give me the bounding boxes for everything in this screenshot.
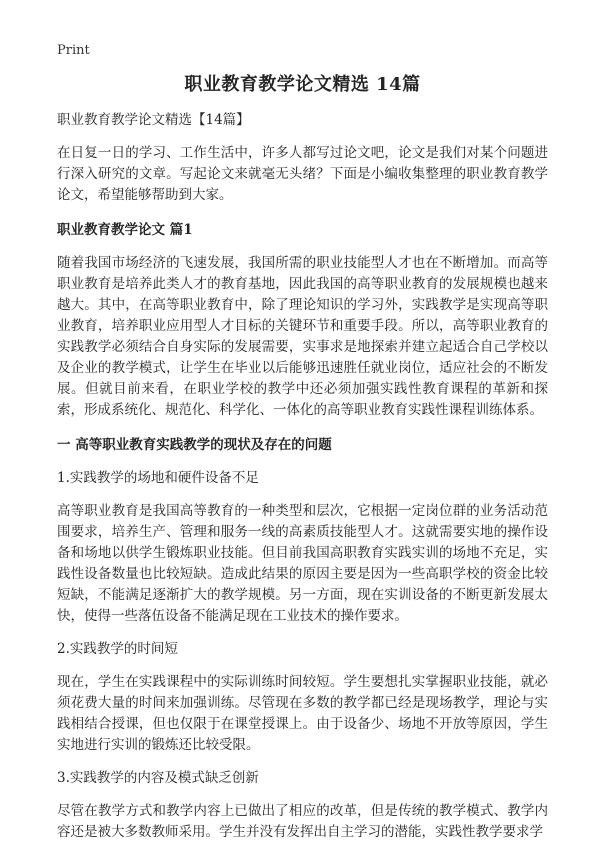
print-link[interactable]: Print [57, 43, 90, 58]
point-title: 3.实践教学的内容及模式缺乏创新 [57, 770, 259, 786]
point-title: 1.实践教学的场地和硬件设备不足 [57, 470, 259, 486]
article-subtitle: 职业教育教学论文精选【14篇】 [57, 112, 250, 128]
intro-paragraph: 在日复一日的学习、工作生活中，许多人都写过论文吧，论文是我们对某个问题进行深入研究的文章。写起论文来就毫无头绪？下面是小编收集整理的职业教育教学论文，希望能够帮助到大家。 [57, 145, 548, 203]
point-paragraph: 高等职业教育是我国高等教育的一种类型和层次，它根据一定岗位群的业务活动范围要求，培养生产、管理和服务一线的高素质技能型人才。这就需要实地的操作设备和场地以供学生锻炼职业技能。但目前我国高职教育实践实训的场地不充足，实践性设备数量也比较短缺。造成此结果的原因主要是因为一些高职学校的资金比较短缺，不能满足逐渐扩大的教学规模。另一方面，现在实训设备的不断更新发展太快，使得一些落伍设备不能满足现在工业技术的操作要求。 [57, 503, 548, 624]
point-title: 2.实践教学的时间短 [57, 641, 178, 657]
point-paragraph: 尽管在教学方式和教学内容上已做出了相应的改革，但是传统的教学模式、教学内容还是被大多数教师采用。学生并没有发挥出自主学习的潜能，实践性教学要求学 [57, 803, 548, 840]
point-paragraph: 现在，学生在实践课程中的实际训练时间较短。学生要想扎实掌握职业技能，就必须花费大量的时间来加强训练。尽管现在多数的教学都已经是现场教学，理论与实践相结合授课，但也仅限于在课堂授课上。由于设备少、场地不开放等原因，学生实地进行实训的锻炼还比较受限。 [57, 674, 548, 753]
section-heading: 职业教育教学论文 篇1 [57, 222, 193, 238]
page-title: 职业教育教学论文精选 14篇 [184, 74, 421, 95]
part-heading: 一 高等职业教育实践教学的现状及存在的问题 [57, 437, 332, 453]
section-paragraph: 随着我国市场经济的飞速发展，我国所需的职业技能型人才也在不断增加。而高等职业教育是培养此类人才的教育基地，因此我国的高等职业教育的发展规模也越来越大。其中，在高等职业教育中，除了理论知识的学习外，实践教学是实现高等职业教育，培养职业应用型人才目标的关键环节和重要手段。所以，高等职业教育的实践教学必须结合自身实际的发展需要，实事求是地探索并建立起适合自己学校以及企业的教学模式，让学生在毕业以后能够迅速胜任就业岗位，适应社会的不断发展。但就目前来看，在职业学校的教学中还必须加强实践性教育课程的革新和探索，形成系统化、规范化、科学化、一体化的高等职业教育实践性课程训练体系。 [57, 255, 548, 418]
